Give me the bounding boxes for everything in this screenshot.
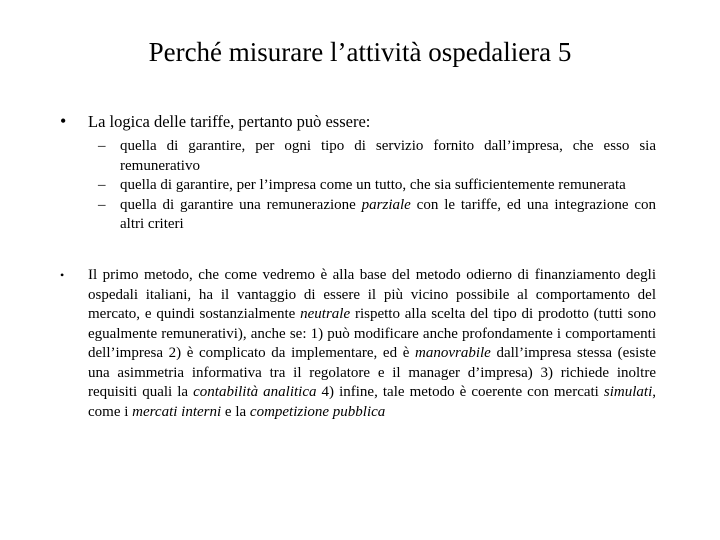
italic-term: mercati interni [132,403,222,420]
sub-bullet-item [98,196,656,235]
slide-title: Perché misurare l’attività ospedaliera 5 [148,37,572,67]
italic-term: parziale [361,196,411,213]
bullet-text: La logica delle tariffe, pertanto può essere: [88,112,371,131]
text-run: quella di garantire una remunerazione [120,196,362,213]
text-run: rispetto alla scelta del tipo di prodotto (tutti sono egualmente remunerativi), anche se: 1) può modificare anche profondamente i comportamenti dell’impresa 2) è complicato da implementare, ed è [88,306,656,361]
italic-term: manovrabile [415,345,491,361]
text-run: , come i [88,384,656,420]
bullet-paragraph [88,266,656,422]
text-run: Il primo metodo, che come vedremo è alla base del metodo odierno di finanziamento degli ospedali italiani, ha il vantaggio di essere il più vicino possibile al comportamento del mercato, e quindi sostanzialmente [88,267,656,322]
text-run: dall’impresa stessa (esiste una asimmetria informativa tra il regolatore e il manager d’impresa) 3) richiede inoltre requisiti quali la [88,345,657,400]
text-run: 4) infine, tale metodo è coerente con mercati [316,384,604,400]
bullet-marker: • [60,268,65,282]
sub-bullet-item [98,176,656,196]
text-run: con le tariffe, ed una integrazione con altri criteri [120,196,656,232]
dash-marker: – [98,177,106,193]
bullet-marker: • [60,111,67,131]
sub-bullet-item [98,137,656,176]
italic-term: neutrale [300,306,351,322]
sub-bullet-text: quella di garantire, per ogni tipo di servizio fornito dall’impresa, che esso sia remunerativo [120,138,656,174]
text-run: e la [221,403,250,420]
sub-bullet-text [120,196,656,235]
dash-marker: – [98,196,106,213]
italic-term: contabilità analitica [193,384,317,400]
bullet-item [60,266,656,422]
bullet-item [60,112,660,132]
italic-term: simulati [603,384,653,400]
italic-term: competizione pubblica [249,403,386,420]
sub-bullet-list [98,137,656,235]
dash-marker: – [98,138,106,154]
sub-bullet-text: quella di garantire, per l’impresa come un tutto, che sia sufficientemente remunerata [120,177,626,193]
